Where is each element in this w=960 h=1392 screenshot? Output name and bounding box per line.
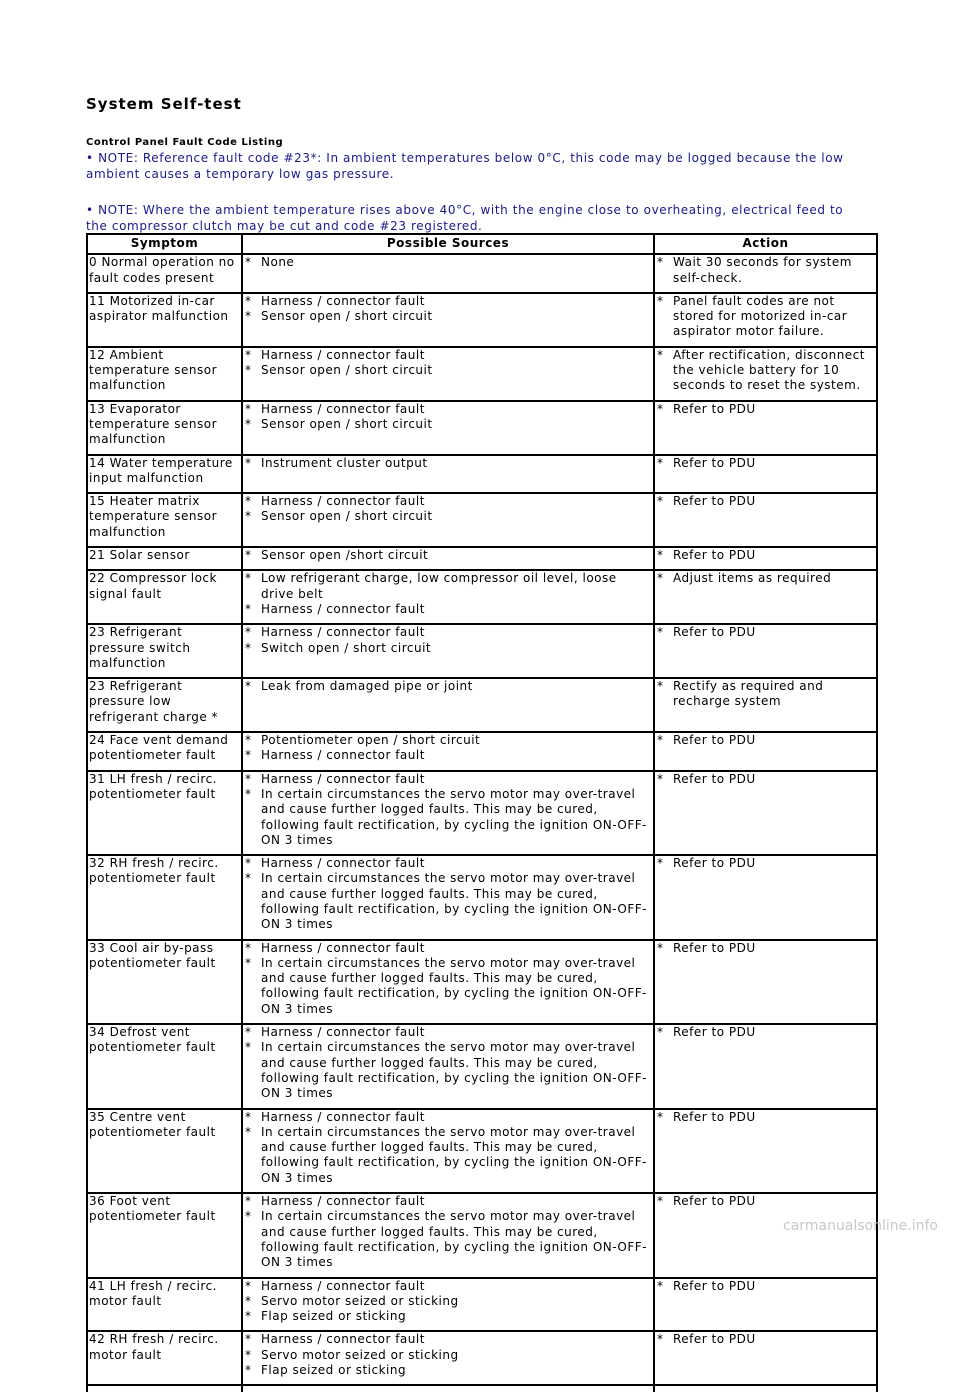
- table-row: [87, 855, 877, 939]
- table-row: [87, 1331, 877, 1385]
- source-item-text: Harness / connector fault: [261, 748, 425, 763]
- source-item: [245, 1025, 651, 1040]
- source-item-text: In certain circumstances the servo motor may over-travel and cause further logged faults. This may be cured, following fault rectification, by cycling the ignition ON-OFF-ON 3 times: [261, 871, 648, 932]
- sources-cell: [242, 940, 654, 1024]
- source-item-text: In certain circumstances the servo motor may over-travel and cause further logged faults. This may be cured, following fault rectification, by cycling the ignition ON-OFF-ON 3 times: [261, 1124, 648, 1185]
- source-item: [245, 494, 651, 509]
- bullet-marker: *: [245, 733, 252, 748]
- sources-cell: [242, 455, 654, 494]
- sources-cell: [242, 1278, 654, 1332]
- source-item: [245, 1332, 651, 1347]
- symptom-cell: 13 Evaporator temperature sensor malfunction: [87, 401, 242, 455]
- sources-cell: [242, 293, 654, 347]
- sources-cell: [242, 855, 654, 939]
- sources-cell: [242, 732, 654, 771]
- bullet-marker: *: [245, 1278, 252, 1293]
- sources-cell: [242, 1109, 654, 1193]
- bullet-marker: *: [245, 1194, 252, 1209]
- bullet-marker: *: [245, 293, 252, 308]
- action-item: [657, 571, 874, 586]
- bullet-marker: *: [245, 940, 252, 955]
- table-row: [87, 678, 877, 732]
- action-cell: [654, 455, 877, 494]
- symptom-cell: 11 Motorized in-car aspirator malfunction: [87, 293, 242, 347]
- bullet-marker: *: [245, 494, 252, 509]
- bullet-marker: *: [657, 940, 664, 955]
- action-item-text: Refer to PDU: [673, 1025, 756, 1040]
- action-item-text: Refer to PDU: [673, 1194, 756, 1209]
- source-item: [245, 348, 651, 363]
- table-row: [87, 547, 877, 570]
- source-item-text: Harness / connector fault: [261, 1025, 425, 1040]
- symptom-cell: 21 Solar sensor: [87, 547, 242, 570]
- symptom-cell: 15 Heater matrix temperature sensor malfunction: [87, 493, 242, 547]
- action-item: [657, 255, 874, 286]
- source-item-text: Sensor open / short circuit: [261, 416, 433, 431]
- bullet-marker: *: [245, 1293, 252, 1308]
- action-item-text: Refer to PDU: [673, 771, 756, 786]
- source-item: [245, 1110, 651, 1125]
- action-cell: [654, 347, 877, 401]
- action-cell: [654, 293, 877, 347]
- bullet-marker: *: [657, 771, 664, 786]
- source-item-text: Harness / connector fault: [261, 1332, 425, 1347]
- bullet-marker: *: [245, 363, 252, 378]
- bullet-marker: *: [657, 571, 664, 586]
- action-item: [657, 456, 874, 471]
- bullet-marker: *: [657, 401, 664, 416]
- source-item-text: Harness / connector fault: [261, 347, 425, 362]
- note-low-ambient: • NOTE: Reference fault code #23*: In ambient temperatures below 0°C, this code may be logged because the low ambient causes a temporary low gas pressure.: [86, 151, 844, 181]
- action-item: [657, 402, 874, 417]
- symptom-cell: 14 Water temperature input malfunction: [87, 455, 242, 494]
- source-item-text: Harness / connector fault: [261, 940, 425, 955]
- action-cell: [654, 1278, 877, 1332]
- symptom-cell: 42 RH fresh / recirc. motor fault: [87, 1331, 242, 1385]
- action-cell: [654, 940, 877, 1024]
- bullet-marker: *: [657, 625, 664, 640]
- source-item: [245, 456, 651, 471]
- action-item-text: Adjust items as required: [673, 571, 832, 586]
- source-item-text: Harness / connector fault: [261, 771, 425, 786]
- source-item-text: Instrument cluster output: [261, 455, 428, 470]
- source-item-text: Sensor open /short circuit: [261, 548, 429, 563]
- fault-code-table: [86, 233, 878, 1392]
- source-item-text: Sensor open / short circuit: [261, 363, 433, 378]
- source-item: [245, 1125, 651, 1186]
- table-header-row: [87, 234, 877, 254]
- source-item: [245, 956, 651, 1017]
- bullet-marker: *: [657, 1332, 664, 1347]
- table-row: [87, 570, 877, 624]
- action-cell: [654, 1331, 877, 1385]
- table-continuation-row: [87, 1385, 877, 1392]
- action-item: [657, 733, 874, 748]
- action-item: [657, 1025, 874, 1040]
- bullet-marker: *: [245, 1040, 252, 1055]
- action-item: [657, 1110, 874, 1125]
- source-item-text: Potentiometer open / short circuit: [261, 733, 481, 748]
- action-cell: [654, 624, 877, 678]
- bullet-marker: *: [657, 548, 664, 563]
- symptom-cell: 24 Face vent demand potentiometer fault: [87, 732, 242, 771]
- source-item: [245, 1040, 651, 1101]
- source-item-text: Harness / connector fault: [261, 1278, 425, 1293]
- symptom-cell: 41 LH fresh / recirc. motor fault: [87, 1278, 242, 1332]
- bullet-marker: *: [245, 255, 252, 270]
- bullet-marker: *: [245, 309, 252, 324]
- action-cell: [654, 254, 877, 293]
- action-item-text: Refer to PDU: [673, 494, 756, 509]
- action-item-text: After rectification, disconnect the vehicle battery for 10 seconds to reset the system.: [673, 347, 865, 393]
- bullet-marker: *: [245, 1347, 252, 1362]
- source-item-text: Low refrigerant charge, low compressor oil level, loose drive belt: [261, 571, 617, 601]
- bullet-marker: *: [245, 955, 252, 970]
- action-item-text: Refer to PDU: [673, 1109, 756, 1124]
- source-item-text: Servo motor seized or sticking: [261, 1347, 459, 1362]
- bullet-marker: *: [245, 601, 252, 616]
- source-item: [245, 1348, 651, 1363]
- source-item: [245, 509, 651, 524]
- source-item-text: Sensor open / short circuit: [261, 509, 433, 524]
- source-item-text: Switch open / short circuit: [261, 640, 432, 655]
- table-row: [87, 1109, 877, 1193]
- sources-cell: [242, 1193, 654, 1277]
- symptom-cell: 23 Refrigerant pressure switch malfunction: [87, 624, 242, 678]
- action-item-text: Refer to PDU: [673, 401, 756, 416]
- action-item: [657, 941, 874, 956]
- action-cell: [654, 547, 877, 570]
- source-item: [245, 294, 651, 309]
- source-item-text: In certain circumstances the servo motor may over-travel and cause further logged faults. This may be cured, following fault rectification, by cycling the ignition ON-OFF-ON 3 times: [261, 955, 648, 1016]
- source-item: [245, 679, 651, 694]
- symptom-cell: 22 Compressor lock signal fault: [87, 570, 242, 624]
- table-row: [87, 940, 877, 1024]
- table-row: [87, 455, 877, 494]
- symptom-cell: 36 Foot vent potentiometer fault: [87, 1193, 242, 1277]
- watermark: carmanualsonline.info: [783, 1218, 938, 1234]
- continuation-cell: [654, 1385, 877, 1392]
- header-action: Action: [654, 234, 877, 254]
- table-row: [87, 493, 877, 547]
- bullet-marker: *: [245, 856, 252, 871]
- bullet-marker: *: [657, 679, 664, 694]
- table-row: [87, 1024, 877, 1108]
- source-item-text: Harness / connector fault: [261, 1194, 425, 1209]
- bullet-marker: *: [245, 640, 252, 655]
- action-item-text: Panel fault codes are not stored for motorized in-car aspirator motor failure.: [673, 293, 848, 339]
- source-item-text: In certain circumstances the servo motor may over-travel and cause further logged faults. This may be cured, following fault rectification, by cycling the ignition ON-OFF-ON 3 times: [261, 1040, 648, 1101]
- action-cell: [654, 570, 877, 624]
- action-cell: [654, 771, 877, 855]
- bullet-marker: *: [245, 347, 252, 362]
- sources-cell: [242, 678, 654, 732]
- bullet-marker: *: [657, 255, 664, 270]
- source-item: [245, 733, 651, 748]
- bullet-marker: *: [245, 679, 252, 694]
- source-item: [245, 255, 651, 270]
- action-item-text: Refer to PDU: [673, 1332, 756, 1347]
- source-item: [245, 787, 651, 848]
- source-item-text: Harness / connector fault: [261, 1109, 425, 1124]
- bullet-marker: *: [245, 625, 252, 640]
- source-item: [245, 772, 651, 787]
- source-item: [245, 1279, 651, 1294]
- source-item: [245, 641, 651, 656]
- note-high-ambient: • NOTE: Where the ambient temperature rises above 40°C, with the engine close to overheating, electrical feed to the compressor clutch may be cut and code #23 registered.: [86, 203, 844, 233]
- bullet-marker: *: [245, 871, 252, 886]
- table-row: [87, 624, 877, 678]
- action-item: [657, 1194, 874, 1209]
- symptom-cell: 34 Defrost vent potentiometer fault: [87, 1024, 242, 1108]
- symptom-cell: 0 Normal operation no fault codes present: [87, 254, 242, 293]
- section-subtitle: Control Panel Fault Code Listing: [86, 137, 284, 148]
- sources-cell: [242, 624, 654, 678]
- action-item: [657, 348, 874, 394]
- sources-cell: [242, 401, 654, 455]
- action-item: [657, 294, 874, 340]
- table-body: [87, 254, 877, 1392]
- bullet-marker: *: [657, 1025, 664, 1040]
- symptom-cell: 12 Ambient temperature sensor malfunction: [87, 347, 242, 401]
- symptom-cell: 31 LH fresh / recirc. potentiometer fault: [87, 771, 242, 855]
- sources-cell: [242, 570, 654, 624]
- source-item-text: Harness / connector fault: [261, 293, 425, 308]
- symptom-cell: 32 RH fresh / recirc. potentiometer fault: [87, 855, 242, 939]
- action-item: [657, 494, 874, 509]
- source-item-text: Harness / connector fault: [261, 625, 425, 640]
- action-cell: [654, 1024, 877, 1108]
- bullet-marker: *: [245, 1332, 252, 1347]
- table-row: [87, 771, 877, 855]
- bullet-marker: *: [245, 771, 252, 786]
- source-item: [245, 871, 651, 932]
- source-item-text: Flap seized or sticking: [261, 1363, 407, 1377]
- bullet-marker: *: [245, 1309, 252, 1324]
- continuation-cell: [87, 1385, 242, 1392]
- sources-cell: [242, 547, 654, 570]
- source-item: [245, 856, 651, 871]
- action-item-text: Refer to PDU: [673, 625, 756, 640]
- action-item: [657, 772, 874, 787]
- table-row: [87, 293, 877, 347]
- source-item: [245, 1309, 651, 1324]
- source-item: [245, 417, 651, 432]
- table-row: [87, 401, 877, 455]
- table-row: [87, 1193, 877, 1277]
- bullet-marker: *: [245, 571, 252, 586]
- action-item: [657, 856, 874, 871]
- action-cell: [654, 678, 877, 732]
- bullet-marker: *: [245, 401, 252, 416]
- source-item-text: Servo motor seized or sticking: [261, 1293, 459, 1308]
- symptom-cell: 33 Cool air by-pass potentiometer fault: [87, 940, 242, 1024]
- bullet-marker: *: [657, 494, 664, 509]
- source-item: [245, 1363, 651, 1378]
- source-item: [245, 363, 651, 378]
- bullet-marker: *: [245, 1124, 252, 1139]
- header-possible-sources: Possible Sources: [242, 234, 654, 254]
- sources-cell: [242, 347, 654, 401]
- source-item: [245, 1209, 651, 1270]
- bullet-marker: *: [657, 1109, 664, 1124]
- action-cell: [654, 1193, 877, 1277]
- action-cell: [654, 493, 877, 547]
- action-item: [657, 679, 874, 710]
- action-item: [657, 625, 874, 640]
- table-row: [87, 347, 877, 401]
- source-item: [245, 748, 651, 763]
- action-item-text: Refer to PDU: [673, 548, 756, 563]
- symptom-cell: 35 Centre vent potentiometer fault: [87, 1109, 242, 1193]
- bullet-marker: *: [657, 347, 664, 362]
- source-item: [245, 602, 651, 617]
- sources-cell: [242, 771, 654, 855]
- bullet-marker: *: [657, 856, 664, 871]
- source-item: [245, 548, 651, 563]
- bullet-marker: *: [657, 733, 664, 748]
- action-cell: [654, 401, 877, 455]
- bullet-marker: *: [245, 455, 252, 470]
- source-item: [245, 402, 651, 417]
- action-item-text: Wait 30 seconds for system self-check.: [673, 255, 852, 285]
- bullet-marker: *: [245, 509, 252, 524]
- page-title: System Self-test: [86, 95, 242, 113]
- action-item: [657, 1332, 874, 1347]
- source-item-text: In certain circumstances the servo motor may over-travel and cause further logged faults. This may be cured, following fault rectification, by cycling the ignition ON-OFF-ON 3 times: [261, 786, 648, 847]
- source-item-text: None: [261, 255, 295, 270]
- action-item-text: Rectify as required and recharge system: [673, 679, 824, 709]
- bullet-marker: *: [245, 748, 252, 763]
- source-item: [245, 1194, 651, 1209]
- sources-cell: [242, 1331, 654, 1385]
- sources-cell: [242, 493, 654, 547]
- continuation-cell: [242, 1385, 654, 1392]
- source-item-text: Harness / connector fault: [261, 601, 425, 616]
- bullet-marker: *: [245, 416, 252, 431]
- action-item-text: Refer to PDU: [673, 1278, 756, 1293]
- header-symptom: Symptom: [87, 234, 242, 254]
- table-row: [87, 254, 877, 293]
- bullet-marker: *: [245, 1025, 252, 1040]
- source-item: [245, 1294, 651, 1309]
- symptom-cell: 23 Refrigerant pressure low refrigerant charge *: [87, 678, 242, 732]
- action-item-text: Refer to PDU: [673, 856, 756, 871]
- action-item: [657, 548, 874, 563]
- table-row: [87, 732, 877, 771]
- source-item-text: Harness / connector fault: [261, 401, 425, 416]
- source-item-text: In certain circumstances the servo motor may over-travel and cause further logged faults. This may be cured, following fault rectification, by cycling the ignition ON-OFF-ON 3 times: [261, 1209, 648, 1270]
- bullet-marker: *: [245, 1109, 252, 1124]
- action-cell: [654, 732, 877, 771]
- source-item-text: Harness / connector fault: [261, 856, 425, 871]
- sources-cell: [242, 1024, 654, 1108]
- action-item-text: Refer to PDU: [673, 455, 756, 470]
- bullet-marker: *: [245, 548, 252, 563]
- bullet-marker: *: [245, 786, 252, 801]
- source-item-text: Leak from damaged pipe or joint: [261, 679, 473, 694]
- table-row: [87, 1278, 877, 1332]
- source-item: [245, 941, 651, 956]
- source-item-text: Flap seized or sticking: [261, 1309, 407, 1324]
- bullet-marker: *: [245, 1363, 252, 1377]
- bullet-marker: *: [245, 1209, 252, 1224]
- action-item: [657, 1279, 874, 1294]
- bullet-marker: *: [657, 293, 664, 308]
- source-item-text: Sensor open / short circuit: [261, 309, 433, 324]
- source-item: [245, 309, 651, 324]
- source-item: [245, 625, 651, 640]
- bullet-marker: *: [657, 1278, 664, 1293]
- source-item: [245, 571, 651, 602]
- action-cell: [654, 855, 877, 939]
- bullet-marker: *: [657, 1194, 664, 1209]
- action-item-text: Refer to PDU: [673, 733, 756, 748]
- sources-cell: [242, 254, 654, 293]
- action-cell: [654, 1109, 877, 1193]
- source-item-text: Harness / connector fault: [261, 494, 425, 509]
- action-item-text: Refer to PDU: [673, 940, 756, 955]
- bullet-marker: *: [657, 455, 664, 470]
